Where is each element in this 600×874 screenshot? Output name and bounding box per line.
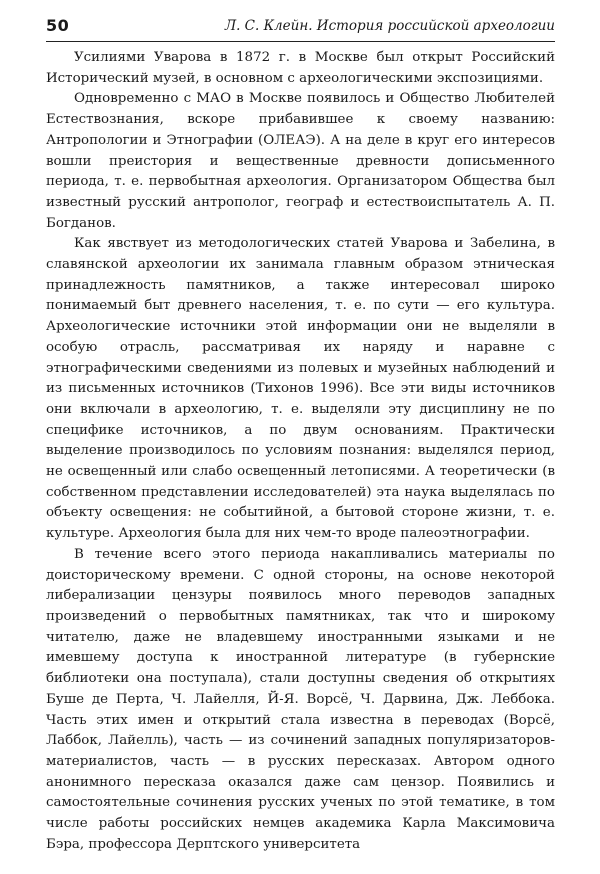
page-header — [46, 16, 555, 38]
paragraph: В течение всего этого периода накапливались материалы по доисторическому времени. С одной стороны, на основе некоторой либерализации цензуры появилось много переводов западных произведений о первобытных памятниках, так что и широкому читателю, даже не владевшему иностранными языками и не имевшему доступа к иностранной литературе (в губернские библиотеки она поступала), стали доступны сведения об открытиях Буше де Перта, Ч. Лайелля, Й-Я. Ворсё, Ч. Дарвина, Дж. Леббока. Часть этих имен и открытий стала известна в переводах (Ворсё, Лаббок, Лайелль), часть — из сочинений западных популяризаторов-материалистов, часть — в русских пересказах. Автором одного анонимного пересказа оказался даже сам цензор. Появились и самостоятельные сочинения русских ученых по этой тематике, в том числе работы российских немцев академика Карла Максимовича Бэра, профессора Дерптского университета — [46, 546, 555, 852]
page-number: 50 — [46, 16, 70, 35]
body-text — [46, 48, 555, 855]
paragraph: Как явствует из методологических статей Уварова и Забелина, в славянской археологии их занимала главным образом этническая принадлежность памятников, а также интересовал широко понимаемый быт древнего населения, т. е. по сути — его культура. Археологические источники этой информации они не выделяли в особую отрасль, рассматривая их наряду и наравне с этнографическими сведениями из полевых и музейных наблюдений и из письменных источников (Тихонов 1996). Все эти виды источников они включали в археологию, т. е. выделяли эту дисциплину не по специфике источников, а по двум основаниям. Практически выделение производилось по условиям познания: выделялся период, не освещенный или слабо освещенный летописями. А теоретически (в собственном представлении исследователей) эта наука выделялась по объекту освещения: не событийной, а бытовой стороне жизни, т. е. культуре. Археология была для них чем-то вроде палеоэтнографии. — [46, 236, 555, 542]
paragraph: Одновременно с МАО в Москве появилось и Общество Любителей Естествознания, вскоре прибавившее к своему названию: Антропологии и Этнографии (ОЛЕАЭ). А на деле в круг его интересов вошли преистория и вещественные древности дописьменного периода, т. е. первобытная археология. Организатором Общества был известный русский антрополог, географ и естествоиспытатель А. П. Богданов. — [46, 91, 555, 231]
header-rule — [46, 41, 555, 42]
running-head: Л. С. Клейн. История российской археологии — [224, 18, 555, 34]
paragraph: Усилиями Уварова в 1872 г. в Москве был открыт Российский Исторический музей, в основном с археологическими экспозициями. — [46, 50, 555, 86]
